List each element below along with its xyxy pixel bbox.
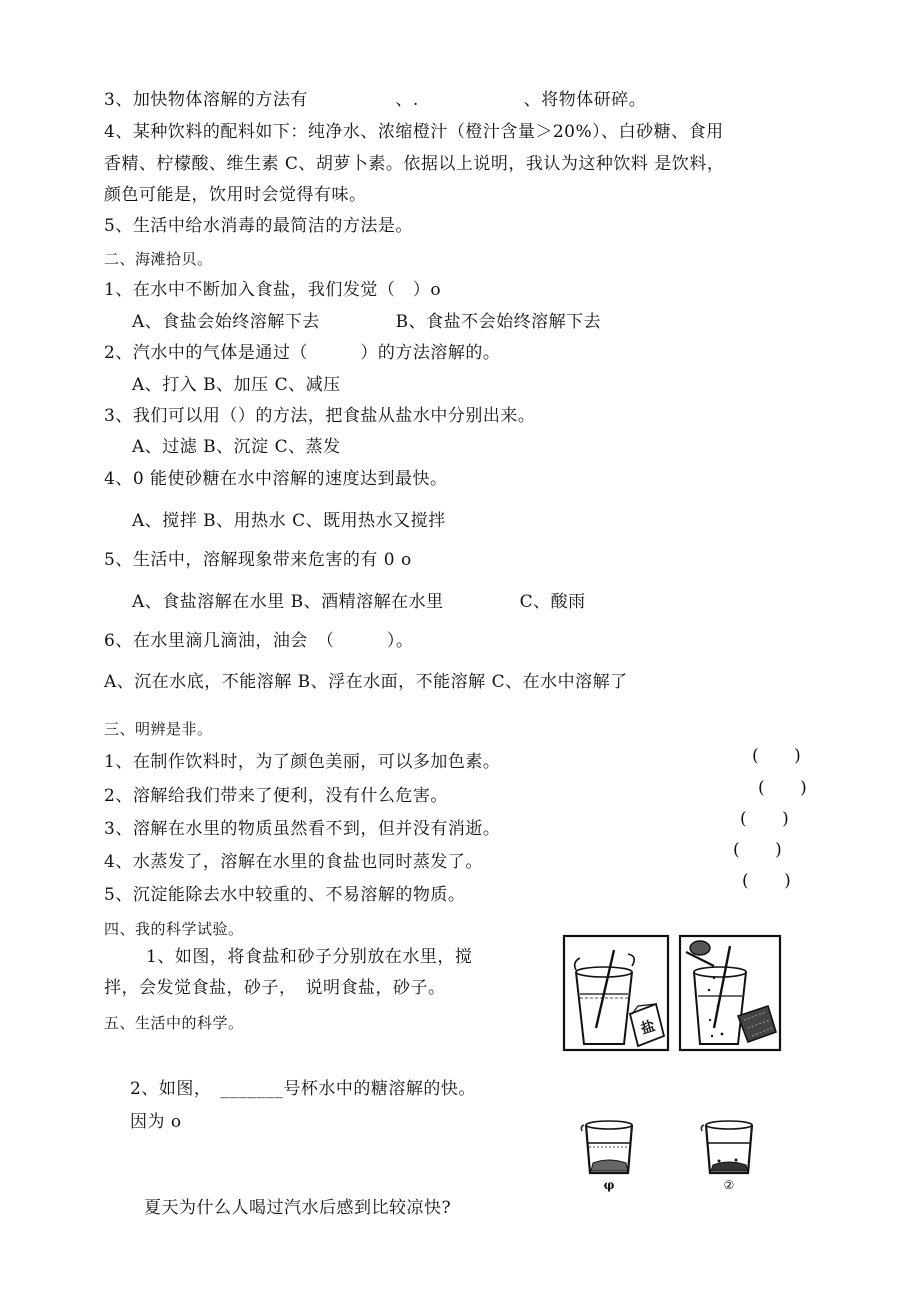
question-5-disinfection: 5、生活中给水消毒的最简洁的方法是。 <box>104 216 413 236</box>
mc-question-2: 2、汽水中的气体是通过（ ）的方法溶解的。 <box>104 343 501 363</box>
mc-question-1-options: A、食盐会始终溶解下去 B、食盐不会始终溶解下去 <box>132 312 602 332</box>
experiment-question-1-line-1: 1、如图，将食盐和砂子分别放在水里，搅 <box>146 947 473 967</box>
question-4-line-1: 4、某种饮料的配料如下：纯净水、浓缩橙汁（橙汁含量＞20%）、白砂糖、食用 <box>104 122 724 142</box>
answer-bracket-2[interactable]: ( ) <box>758 778 808 798</box>
answer-bracket-3[interactable]: ( ) <box>740 809 790 829</box>
cup-1-label: φ <box>603 1178 615 1192</box>
soda-cooling-question: 夏天为什么人喝过汽水后感到比较凉快? <box>144 1198 452 1218</box>
salt-sand-experiment-figure <box>562 932 782 1054</box>
judgement-statement-1: 1、在制作饮料时，为了颜色美丽，可以多加色素。 <box>104 752 501 772</box>
mc-question-1: 1、在水中不断加入食盐，我们发觉（ ）o <box>104 280 442 300</box>
mc-question-5: 5、生活中，溶解现象带来危害的有 0 o <box>104 550 412 570</box>
question-4-line-3: 颜色可能是，饮用时会觉得有味。 <box>104 185 367 205</box>
question-4-line-2: 香精、柠檬酸、维生素 C、胡萝卜素。依据以上说明，我认为这种饮料 是饮料， <box>104 154 725 174</box>
sugar-question-line-1: 2、如图， _______号杯水中的糖溶解的快。 <box>130 1079 476 1099</box>
section-5-heading: 五、生活中的科学。 <box>104 1014 244 1032</box>
judgement-statement-3: 3、溶解在水里的物质虽然看不到，但并没有消逝。 <box>104 819 501 839</box>
mc-question-2-options: A、打入 B、加压 C、减压 <box>132 375 341 395</box>
section-3-heading: 三、明辨是非。 <box>104 720 213 738</box>
answer-bracket-4[interactable]: ( ) <box>733 840 783 860</box>
section-4-heading: 四、我的科学试验。 <box>104 920 244 938</box>
answer-bracket-1[interactable]: ( ) <box>752 746 802 766</box>
sugar-cups-figure <box>576 1113 776 1193</box>
salt-bag-label: 盐 <box>638 1018 658 1038</box>
section-2-heading: 二、海滩拾贝。 <box>104 250 213 268</box>
mc-question-4: 4、0 能使砂糖在水中溶解的速度达到最快。 <box>104 469 448 489</box>
mc-question-6: 6、在水里滴几滴油，油会 （ ）。 <box>104 631 414 651</box>
judgement-statement-5: 5、沉淀能除去水中较重的、不易溶解的物质。 <box>104 885 466 905</box>
judgement-statement-4: 4、水蒸发了，溶解在水里的食盐也同时蒸发了。 <box>104 852 483 872</box>
experiment-question-1-line-2: 拌，会发觉食盐，砂子， 说明食盐，砂子。 <box>104 978 446 998</box>
mc-question-3: 3、我们可以用（）的方法，把食盐从盐水中分别出来。 <box>104 406 536 426</box>
judgement-statement-2: 2、溶解给我们带来了便利，没有什么危害。 <box>104 786 448 806</box>
mc-question-5-options: A、食盐溶解在水里 B、酒精溶解在水里 C、酸雨 <box>132 592 586 612</box>
answer-bracket-5[interactable]: ( ) <box>742 871 792 891</box>
mc-question-6-options: A、沉在水底，不能溶解 B、浮在水面，不能溶解 C、在水中溶解了 <box>104 672 628 692</box>
question-3-dissolve-methods: 3、加快物体溶解的方法有 、. 、将物体研碎。 <box>104 90 647 110</box>
mc-question-3-options: A、过滤 B、沉淀 C、蒸发 <box>132 437 341 457</box>
cup-2-label: ② <box>723 1178 735 1192</box>
mc-question-4-options: A、搅拌 B、用热水 C、既用热水又搅拌 <box>132 511 446 531</box>
sugar-question-line-2: 因为 o <box>130 1112 182 1132</box>
